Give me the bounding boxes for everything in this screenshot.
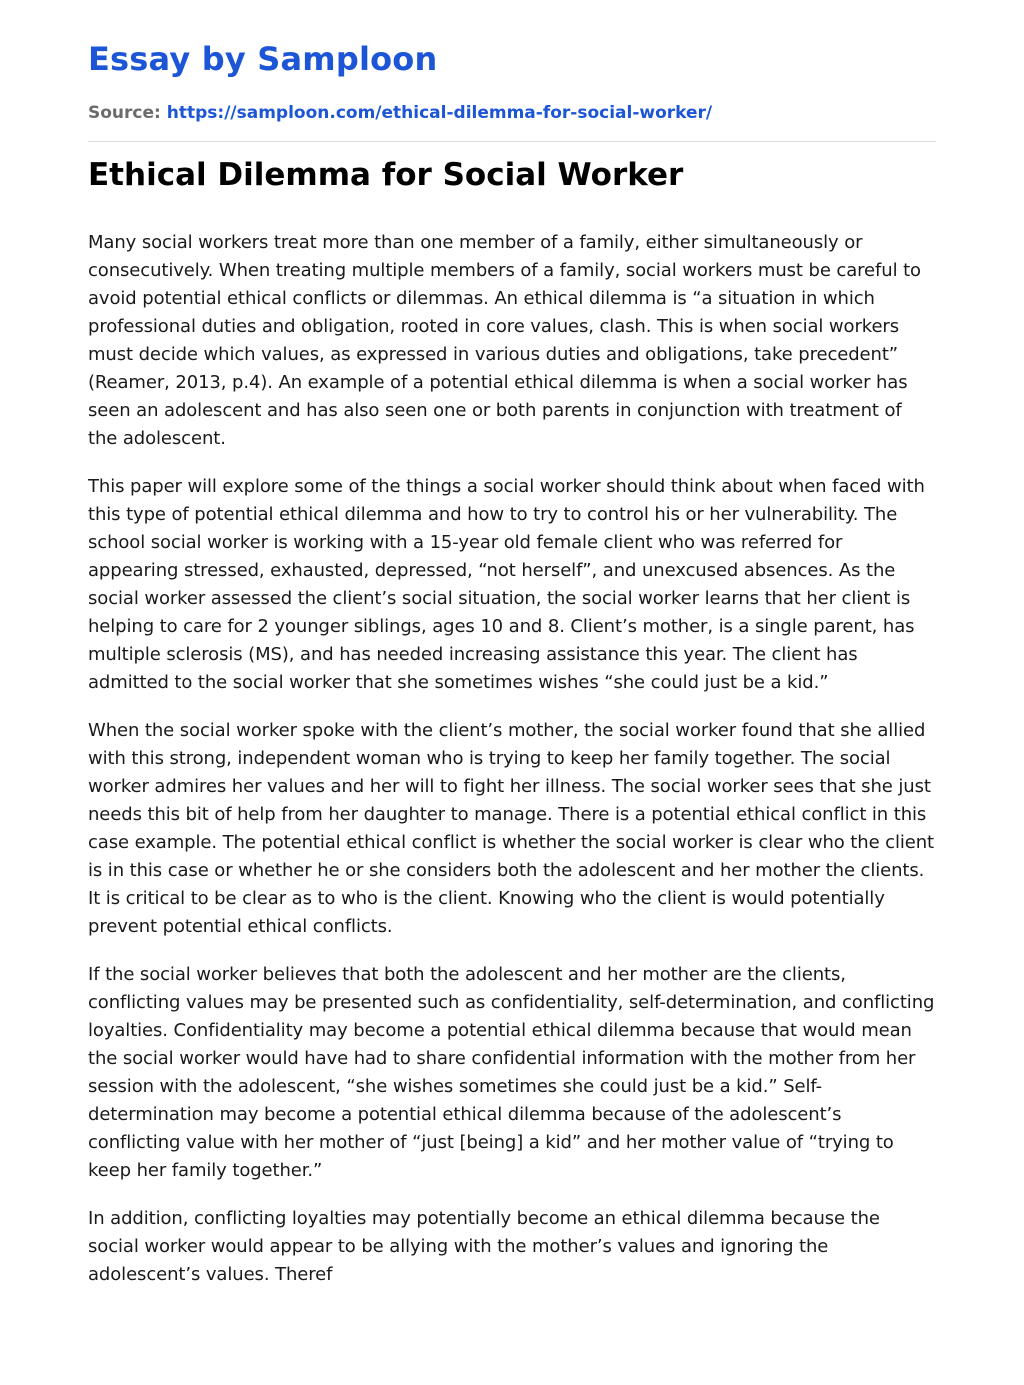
source-label: Source: [88,103,161,123]
header-divider [88,141,936,142]
paragraph-1: Many social workers treat more than one member of a family, either simultaneously or consecutively. When treating multiple members of a family, social workers must be careful to avoid potential ethical conflicts or dilemmas. An ethical dilemma is “a situation in which professional duties and obligation, rooted in core values, clash. This is when social workers must decide which values, as expressed in various duties and obligations, take precedent” (Reamer, 2013, p.4). An example of a potential ethical dilemma is when a social worker has seen an adolescent and has also seen one or both parents in conjunction with treatment of the adolescent. [88,232,921,449]
essay-title: Ethical Dilemma for Social Worker [88,157,684,193]
paragraph-5: In addition, conflicting loyalties may potentially become an ethical dilemma because the social worker would appear to be allying with the mother’s values and ignoring the adolescent’s values. Theref [88,1208,880,1285]
source-link[interactable]: https://samploon.com/ethical-dilemma-for-social-worker/ [166,103,713,123]
brand-title: Essay by Samploon [88,40,438,78]
paragraph-2: This paper will explore some of the things a social worker should think about when faced with this type of potential ethical dilemma and how to try to control his or her vulnerability. The school social worker is working with a 15-year old female client who was referred for appearing stressed, exhausted, depressed, “not herself”, and unexcused absences. As the social worker assessed the client’s social situation, the social worker learns that her client is helping to care for 2 younger siblings, ages 10 and 8. Client’s mother, is a single parent, has multiple sclerosis (MS), and has needed increasing assistance this year. The client has admitted to the social worker that she sometimes wishes “she could just be a kid.” [88,476,925,693]
paragraph-3: When the social worker spoke with the client’s mother, the social worker found that she allied with this strong, independent woman who is trying to keep her family together. The social worker admires her values and her will to fight her illness. The social worker sees that she just needs this bit of help from her daughter to manage. There is a potential ethical conflict in this case example. The potential ethical conflict is whether the social worker is clear who the client is in this case or whether he or she considers both the adolescent and her mother the clients. It is critical to be clear as to who is the client. Knowing who the client is would potentially prevent potential ethical conflicts. [88,720,935,937]
paragraph-4: If the social worker believes that both the adolescent and her mother are the clients, conflicting values may be presented such as confidentiality, self-determination, and conflicting loyalties. Confidentiality may become a potential ethical dilemma because that would mean the social worker would have had to share confidential information with the mother from her session with the adolescent, “she wishes sometimes she could just be a kid.” Self-determination may become a potential ethical dilemma because of the adolescent’s conflicting value with her mother of “just [being] a kid” and her mother value of “trying to keep her family together.” [88,964,935,1181]
source-line [88,102,936,124]
essay-body [88,229,936,1289]
